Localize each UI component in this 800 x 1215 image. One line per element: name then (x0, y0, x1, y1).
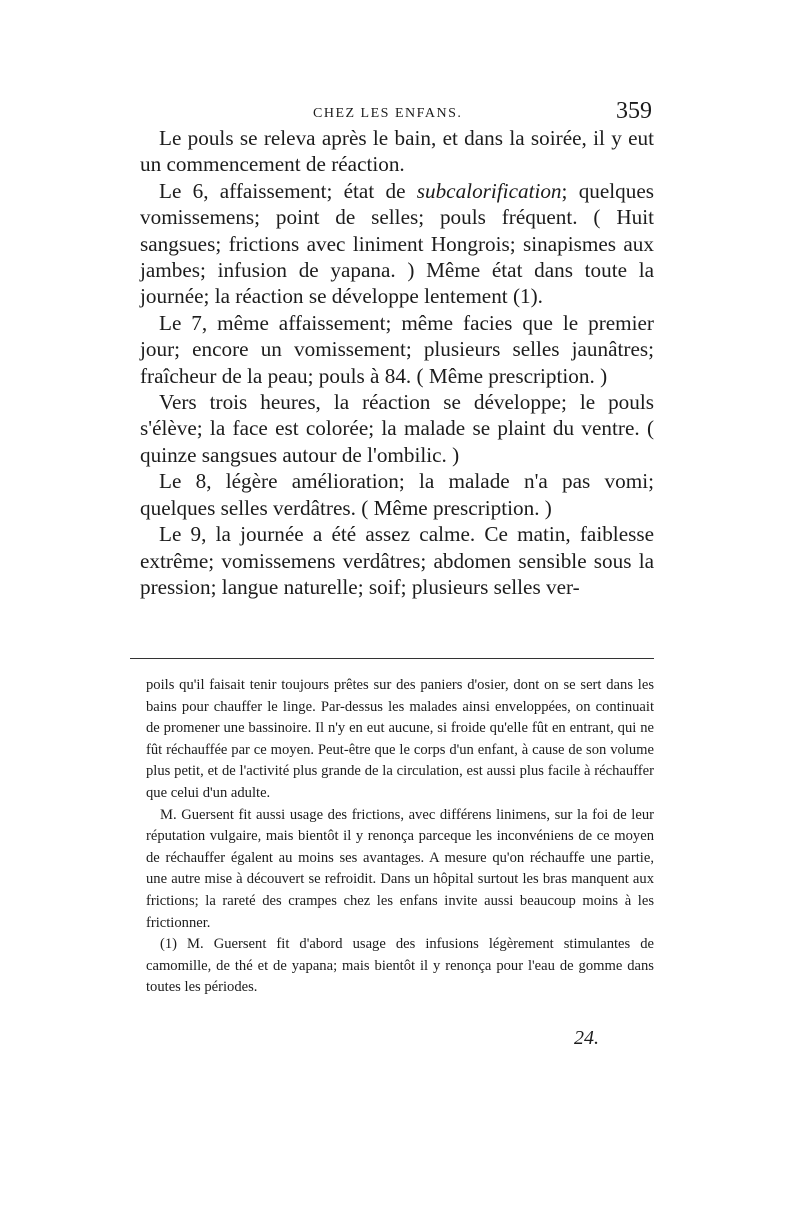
main-text (140, 125, 654, 600)
running-head: CHEZ LES ENFANS. (313, 106, 463, 121)
paragraph: Le pouls se releva après le bain, et dans la soirée, il y eut un commencement de réaction. (140, 126, 654, 177)
footnote-paragraph: M. Guersent fit aussi usage des frictions, avec différens linimens, sur la foi de leur réputation vulgaire, mais bientôt il y renonça parceque les inconvéniens de ce moyen de réchauffer égalent au moins ses avantages. A mesure qu'on réchauffe une partie, une autre mise à découvert se refroidit. Dans un hôpital surtout les bras manquent aux frictions; la rareté des crampes chez les enfans invite aussi beaucoup moins à les frictionner. (146, 806, 654, 931)
page-number: 359 (616, 98, 652, 124)
footnote: (1) M. Guersent fit d'abord usage des infusions légèrement stimulantes de camomille, de thé et de yapana; mais bientôt il y renonça pour l'eau de gomme dans toutes les périodes. (146, 936, 654, 996)
paragraph-text: ; quelques vomissemens; point de selles; pouls fréquent. ( Huit sangsues; frictions avec liniment Hongrois; sinapismes aux jambes; infusion de yapana. ) Même état dans toute la journée; la réaction se développe lentement (1). (140, 178, 655, 309)
paragraph (140, 178, 654, 310)
paragraph: Le 8, légère amélioration; la malade n'a pas vomi; quelques selles verdâtres. ( Même prescription. ) (140, 469, 654, 520)
paragraph: Le 7, même affaissement; même facies que le premier jour; encore un vomissement; plusieurs selles jaunâtres; fraîcheur de la peau; pouls à 84. ( Même prescription. ) (140, 310, 654, 388)
paragraph: Vers trois heures, la réaction se développe; le pouls s'élève; la face est colorée; la malade se plaint du ventre. ( quinze sangsues autour de l'ombilic. ) (140, 390, 654, 467)
emphasis-term: subcalorification (416, 178, 562, 203)
signature-mark: 24. (574, 1027, 599, 1049)
paragraph-text: Le 6, affaissement; état de (159, 178, 417, 203)
footnotes (146, 675, 654, 999)
footnote-divider (130, 658, 654, 659)
footnote-continuation: poils qu'il faisait tenir toujours prêtes sur des paniers d'osier, dont on se sert dans les bains pour chauffer le linge. Par-dessus les malades ainsi enveloppées, on continuait de promener une bassinoire. Il n'y en eut aucune, si froide qu'elle fût en entrant, qui ne fût réchauffée par ce moyen. Peut-être que le corps d'un enfant, à cause de son volume plus petit, et de l'activité plus grande de la circulation, est aussi plus facile à réchauffer que celui d'un adulte. (146, 677, 654, 801)
paragraph: Le 9, la journée a été assez calme. Ce matin, faiblesse extrême; vomissemens verdâtres; abdomen sensible sous la pression; langue naturelle; soif; plusieurs selles ver- (140, 522, 654, 599)
